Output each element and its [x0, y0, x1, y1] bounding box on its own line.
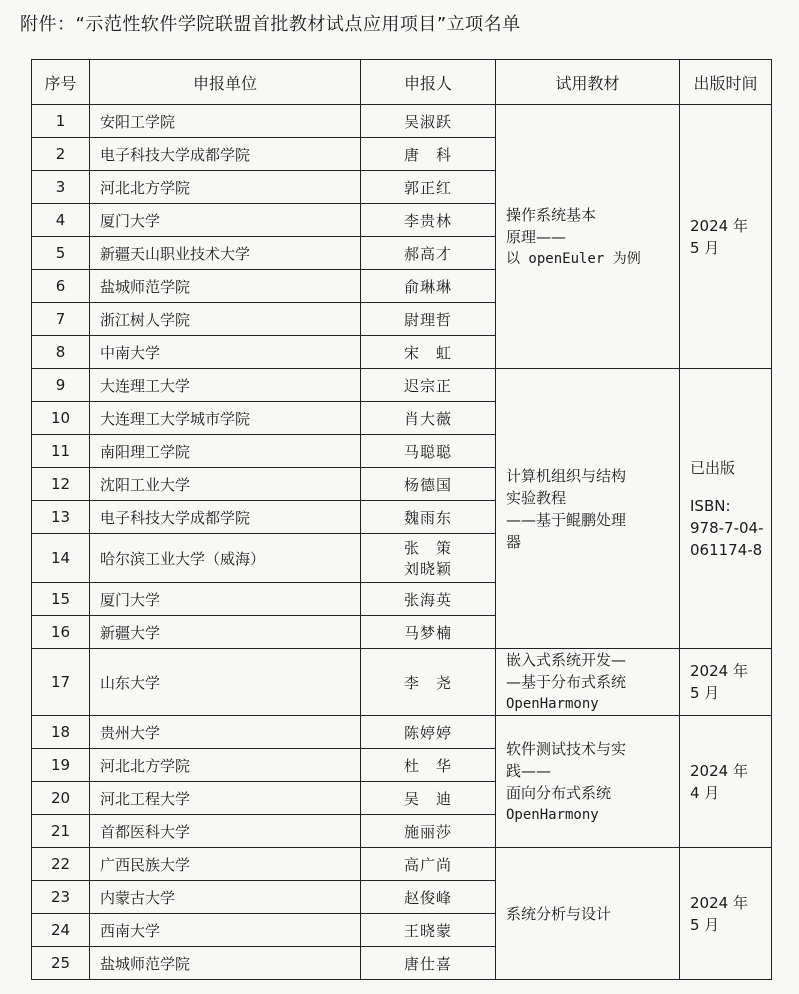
- serial-number: 20: [32, 782, 90, 815]
- applicant-name-line: 吴 迪: [403, 789, 452, 808]
- textbook-line: 原理——: [506, 227, 567, 246]
- table-row: [32, 649, 772, 716]
- applicant-unit: 河北北方学院: [90, 749, 361, 782]
- applicant-name-line: 唐仕喜: [403, 954, 452, 973]
- applicant-unit: 西南大学: [90, 914, 361, 947]
- serial-number: 6: [32, 270, 90, 303]
- serial-number: 13: [32, 501, 90, 534]
- publish-date-line: 5 月: [690, 684, 720, 702]
- applicant-unit: 新疆天山职业技术大学: [90, 237, 361, 270]
- applicant-name-line: 王晓蒙: [403, 921, 452, 940]
- applicant-name-line: 杨德国: [403, 475, 452, 494]
- applicant-name-line: 张 策: [403, 539, 452, 557]
- publish-date-cell: [680, 716, 772, 848]
- textbook-line: 器: [506, 532, 522, 551]
- applicant-name: [361, 583, 496, 616]
- publish-date-line: ISBN:: [690, 496, 731, 515]
- applicant-name-line: 郝高才: [403, 244, 452, 263]
- applicant-unit: 厦门大学: [90, 204, 361, 237]
- applicant-name: [361, 649, 496, 716]
- applicant-name: [361, 237, 496, 270]
- applicant-unit: 大连理工大学城市学院: [90, 402, 361, 435]
- applicant-unit: 山东大学: [90, 649, 361, 716]
- applicant-unit: 大连理工大学: [90, 369, 361, 402]
- applicant-unit: 首都医科大学: [90, 815, 361, 848]
- applicant-name: [361, 336, 496, 369]
- applicant-name-line: 俞琳琳: [403, 277, 452, 296]
- applicant-name: [361, 749, 496, 782]
- publish-date-line: 2024 年: [690, 662, 748, 680]
- applicant-unit: 电子科技大学成都学院: [90, 501, 361, 534]
- applicant-name: [361, 468, 496, 501]
- applicant-name-line: 刘晓颖: [403, 560, 452, 578]
- serial-number: 15: [32, 583, 90, 616]
- publish-date-line: 2024 年: [690, 216, 748, 235]
- serial-number: 4: [32, 204, 90, 237]
- project-table: [31, 59, 772, 980]
- publish-date-line: 5 月: [690, 915, 720, 934]
- applicant-name: [361, 716, 496, 749]
- textbook-line: 系统分析与设计: [506, 904, 612, 923]
- applicant-name: [361, 914, 496, 947]
- serial-number: 7: [32, 303, 90, 336]
- textbook-line: 软件测试技术与实: [506, 739, 627, 758]
- textbook-line: 嵌入式系统开发—: [506, 651, 627, 669]
- applicant-name: [361, 782, 496, 815]
- publish-date-line: [690, 479, 771, 495]
- applicant-name: [361, 369, 496, 402]
- serial-number: 16: [32, 616, 90, 649]
- applicant-name-line: 李 尧: [403, 673, 452, 692]
- applicant-name: [361, 947, 496, 980]
- applicant-unit: 新疆大学: [90, 616, 361, 649]
- applicant-name: [361, 501, 496, 534]
- table-row: [32, 848, 772, 881]
- applicant-name-line: 郭正红: [403, 178, 452, 197]
- applicant-unit: 广西民族大学: [90, 848, 361, 881]
- applicant-name: [361, 402, 496, 435]
- applicant-name: [361, 204, 496, 237]
- textbook-cell: [496, 105, 680, 369]
- applicant-unit: 中南大学: [90, 336, 361, 369]
- table-row: [32, 369, 772, 402]
- textbook-line: 计算机组织与结构: [506, 466, 627, 485]
- serial-number: 11: [32, 435, 90, 468]
- serial-number: 22: [32, 848, 90, 881]
- applicant-name: [361, 138, 496, 171]
- serial-number: 14: [32, 534, 90, 583]
- textbook-cell: [496, 848, 680, 980]
- publish-date-line: 2024 年: [690, 761, 748, 780]
- header-serial: 序号: [32, 60, 90, 105]
- textbook-cell: [496, 369, 680, 649]
- publish-date-cell: [680, 848, 772, 980]
- applicant-name-line: 张海英: [403, 590, 452, 609]
- header-textbook: 试用教材: [496, 60, 680, 105]
- applicant-name-line: 高广尚: [403, 855, 452, 874]
- applicant-name-line: 陈婷婷: [403, 723, 452, 742]
- applicant-name-line: 施丽莎: [403, 822, 452, 841]
- applicant-unit: 浙江树人学院: [90, 303, 361, 336]
- textbook-line: ——基于鲲鹏处理: [506, 510, 627, 529]
- serial-number: 8: [32, 336, 90, 369]
- document-title: 附件：“示范性软件学院联盟首批教材试点应用项目”立项名单: [20, 14, 521, 35]
- applicant-name: [361, 435, 496, 468]
- serial-number: 9: [32, 369, 90, 402]
- textbook-line: —基于分布式系统: [506, 673, 627, 691]
- textbook-line: 面向分布式系统: [506, 783, 612, 802]
- textbook-line: 以 openEuler 为例: [506, 250, 641, 267]
- applicant-unit: 贵州大学: [90, 716, 361, 749]
- applicant-name-line: 李贵林: [403, 211, 452, 230]
- applicant-unit: 电子科技大学成都学院: [90, 138, 361, 171]
- applicant-name: [361, 171, 496, 204]
- textbook-cell: [496, 649, 680, 716]
- table-header-row: [32, 60, 772, 105]
- serial-number: 23: [32, 881, 90, 914]
- applicant-unit: 河北工程大学: [90, 782, 361, 815]
- applicant-name-line: 赵俊峰: [403, 888, 452, 907]
- applicant-name-line: 吴淑跃: [403, 112, 452, 131]
- table-row: [32, 105, 772, 138]
- header-unit: 申报单位: [90, 60, 361, 105]
- applicant-unit: 盐城师范学院: [90, 270, 361, 303]
- publish-date-cell: [680, 369, 772, 649]
- serial-number: 1: [32, 105, 90, 138]
- applicant-name: [361, 815, 496, 848]
- serial-number: 2: [32, 138, 90, 171]
- applicant-name: [361, 616, 496, 649]
- header-applicant: 申报人: [361, 60, 496, 105]
- applicant-name-line: 唐 科: [403, 145, 452, 164]
- textbook-line: OpenHarmony: [506, 696, 599, 712]
- serial-number: 24: [32, 914, 90, 947]
- applicant-unit: 河北北方学院: [90, 171, 361, 204]
- applicant-unit: 内蒙古大学: [90, 881, 361, 914]
- applicant-unit: 厦门大学: [90, 583, 361, 616]
- serial-number: 10: [32, 402, 90, 435]
- serial-number: 25: [32, 947, 90, 980]
- textbook-line: OpenHarmony: [506, 806, 599, 823]
- publish-date-line: 2024 年: [690, 893, 748, 912]
- publish-date-line: 061174-8: [690, 540, 763, 559]
- applicant-name-line: 宋 虹: [403, 343, 452, 362]
- applicant-unit: 盐城师范学院: [90, 947, 361, 980]
- applicant-unit: 安阳工学院: [90, 105, 361, 138]
- publish-date-line: 978-7-04-: [690, 518, 764, 537]
- table-body: [32, 105, 772, 980]
- publish-date-line: 5 月: [690, 238, 720, 257]
- applicant-name: [361, 105, 496, 138]
- applicant-unit: 沈阳工业大学: [90, 468, 361, 501]
- textbook-line: 践——: [506, 761, 552, 780]
- textbook-line: 操作系统基本: [506, 205, 597, 224]
- serial-number: 5: [32, 237, 90, 270]
- textbook-line: 实验教程: [506, 488, 567, 507]
- applicant-unit: 南阳理工学院: [90, 435, 361, 468]
- header-publish-date: 出版时间: [680, 60, 772, 105]
- applicant-name-line: 杜 华: [403, 756, 452, 775]
- serial-number: 19: [32, 749, 90, 782]
- applicant-name: [361, 848, 496, 881]
- publish-date-line: 4 月: [690, 783, 720, 802]
- serial-number: 3: [32, 171, 90, 204]
- table-row: [32, 716, 772, 749]
- publish-date-cell: [680, 105, 772, 369]
- applicant-unit: 哈尔滨工业大学（威海）: [90, 534, 361, 583]
- publish-date-cell: [680, 649, 772, 716]
- applicant-name-line: 马梦楠: [403, 623, 452, 642]
- applicant-name: [361, 303, 496, 336]
- applicant-name-line: 迟宗正: [403, 376, 452, 395]
- applicant-name-line: 魏雨东: [403, 508, 452, 527]
- textbook-cell: [496, 716, 680, 848]
- serial-number: 12: [32, 468, 90, 501]
- applicant-name-line: 肖大薇: [403, 409, 452, 428]
- serial-number: 18: [32, 716, 90, 749]
- applicant-name: [361, 534, 496, 583]
- publish-date-line: 已出版: [690, 458, 736, 477]
- applicant-name-line: 马聪聪: [403, 442, 452, 461]
- serial-number: 17: [32, 649, 90, 716]
- applicant-name: [361, 270, 496, 303]
- applicant-name-line: 尉理哲: [403, 310, 452, 329]
- applicant-name: [361, 881, 496, 914]
- serial-number: 21: [32, 815, 90, 848]
